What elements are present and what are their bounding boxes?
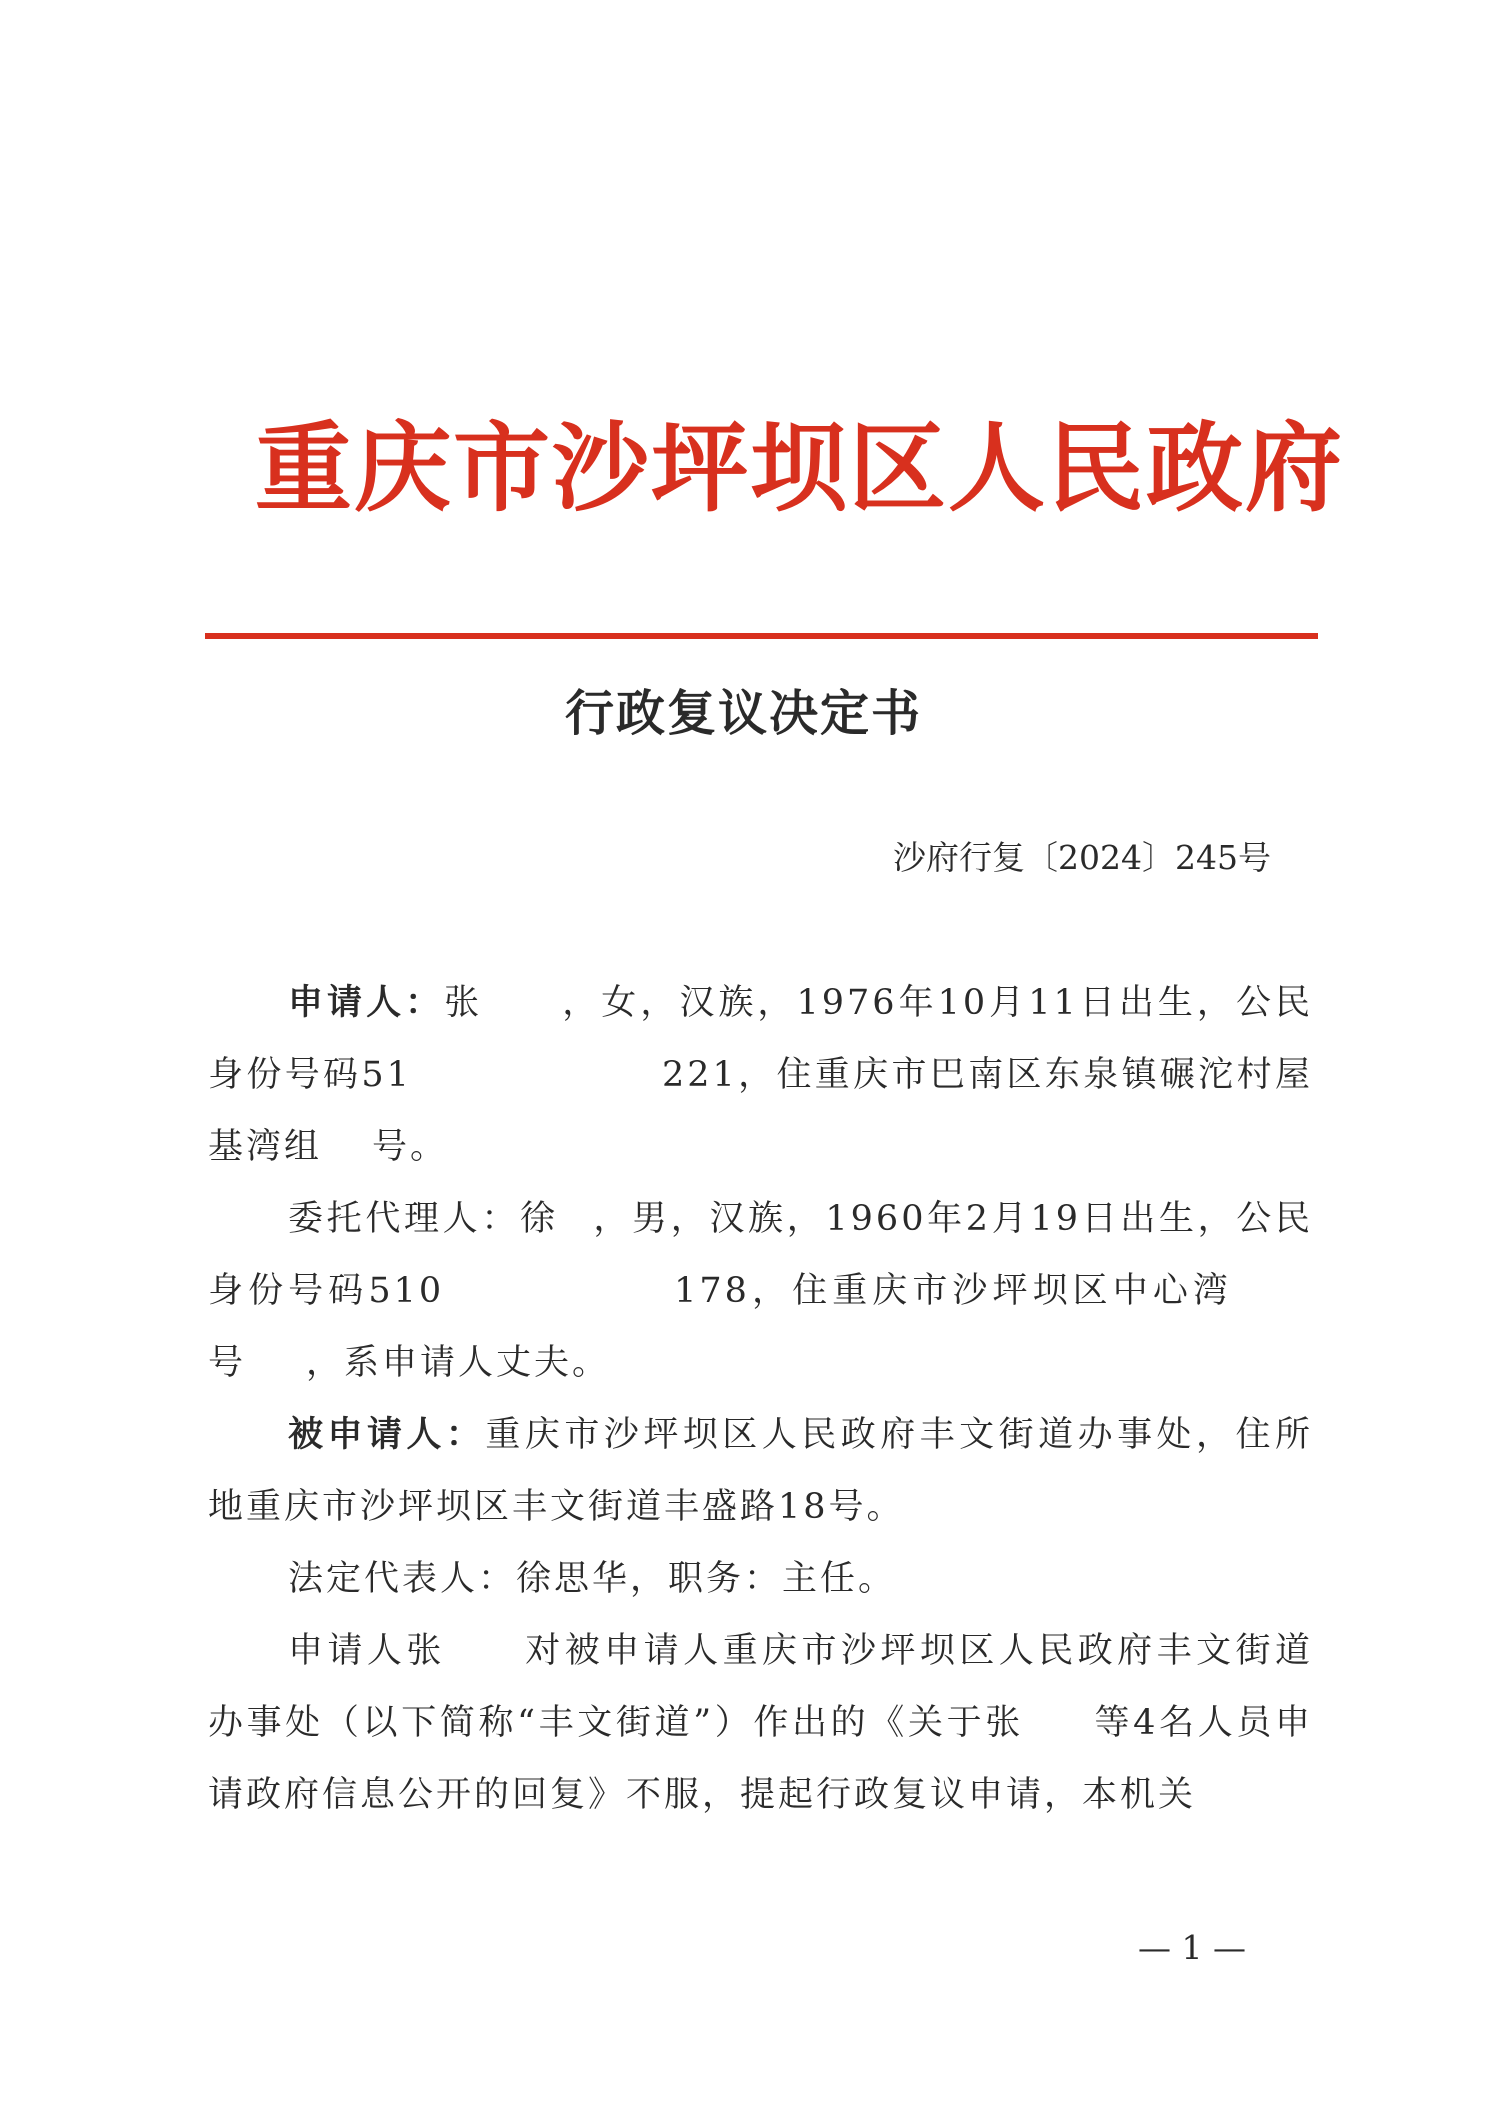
legal-rep-paragraph	[208, 1543, 1313, 1615]
redaction-box	[483, 984, 561, 1020]
intro-text-2: 对被申请人重庆市沙坪坝区人民政府丰文街道办事处（以下简称“丰文街道”）作出的《关于张	[208, 1631, 1313, 1743]
intro-paragraph	[208, 1615, 1313, 1831]
applicant-text-3: 221，住重庆市巴南区东泉镇碾沱村屋基湾组	[208, 1055, 1313, 1167]
document-body	[208, 967, 1313, 1831]
redaction-box	[1024, 1704, 1094, 1740]
redaction-box	[322, 1128, 372, 1164]
agent-text-2: ，男，汉族，1960年2月19日出生，公民身份号码510	[208, 1199, 1313, 1311]
intro-text-3: 等4名人员申请政府信息公开的回复》不服，提起行政复议申请，本机关	[208, 1703, 1313, 1815]
applicant-text-1: 张	[444, 983, 484, 1023]
document-title: 行政复议决定书	[565, 684, 923, 742]
agent-paragraph	[208, 1183, 1313, 1399]
respondent-label: 被申请人：	[288, 1414, 486, 1455]
legal-rep-text: 法定代表人：徐思华，职务：主任。	[288, 1559, 897, 1599]
applicant-text-4: 号。	[372, 1127, 449, 1167]
agent-text-3: 178，住重庆市沙坪坝区中心湾	[674, 1271, 1233, 1311]
applicant-text-2: ，女，汉族，1976年10月11日出生，公民身份号码51	[208, 983, 1313, 1095]
respondent-paragraph	[208, 1399, 1313, 1543]
redaction-box	[412, 1056, 662, 1092]
redaction-box	[444, 1272, 674, 1308]
redaction-box	[446, 1632, 524, 1668]
respondent-text: 重庆市沙坪坝区人民政府丰文街道办事处，住所地重庆市沙坪坝区丰文街道丰盛路18号。	[208, 1415, 1313, 1527]
document-number: 沙府行复〔2024〕245号	[893, 838, 1271, 877]
agent-text-4: 号	[208, 1343, 247, 1383]
applicant-label: 申请人：	[288, 982, 445, 1023]
intro-text-1: 申请人张	[288, 1631, 446, 1671]
redaction-box	[246, 1344, 306, 1380]
redaction-box	[1233, 1272, 1313, 1308]
agent-text-1: 委托代理人：徐	[288, 1199, 559, 1239]
issuer-header: 重庆市沙坪坝区人民政府	[255, 411, 1344, 525]
header-red-rule	[205, 633, 1318, 639]
page-number: — 1 —	[1138, 1928, 1246, 1967]
applicant-paragraph	[208, 967, 1313, 1183]
agent-text-5: ，系申请人丈夫。	[306, 1343, 611, 1383]
redaction-box	[559, 1200, 593, 1236]
